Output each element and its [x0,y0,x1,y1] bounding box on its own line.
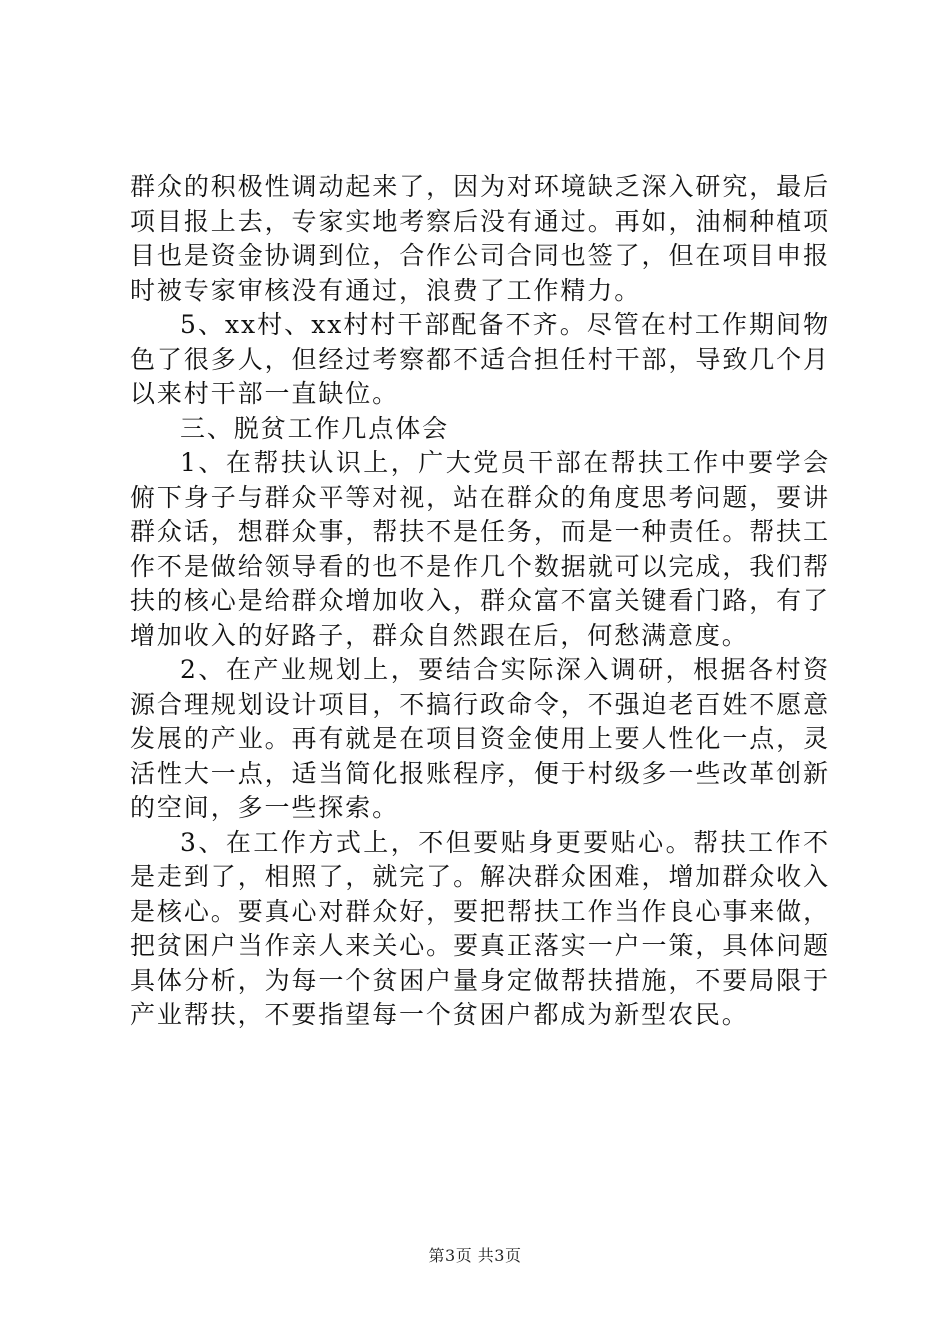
paragraph-continuation: 群众的积极性调动起来了，因为对环境缺乏深入研究，最后项目报上去，专家实地考察后没有通过。再如，油桐种植项目也是资金协调到位，合作公司合同也签了，但在项目申报时被专家审核没有通过，浪费了工作精力。 [130,172,830,305]
paragraph-point-3: 3、在工作方式上，不但要贴身更要贴心。帮扶工作不是走到了，相照了，就完了。解决群众困难，增加群众收入是核心。要真心对群众好，要把帮扶工作当作良心事来做，把贫困户当作亲人来关心。要真正落实一户一策，具体问题具体分析，为每一个贫困户量身定做帮扶措施，不要局限于产业帮扶，不要指望每一个贫困户都成为新型农民。 [130,827,830,1029]
document-body [130,170,830,1033]
paragraph-point-1: 1、在帮扶认识上，广大党员干部在帮扶工作中要学会俯下身子与群众平等对视，站在群众的角度思考问题，要讲群众话，想群众事，帮扶不是任务，而是一种责任。帮扶工作不是做给领导看的也不是作几个数据就可以完成，我们帮扶的核心是给群众增加收入，群众富不富关键看门路，有了增加收入的好路子，群众自然跟在后，何愁满意度。 [130,448,830,650]
paragraph-item-5: 5、xx村、xx村村干部配备不齐。尽管在村工作期间物色了很多人，但经过考察都不适合担任村干部，导致几个月以来村干部一直缺位。 [130,310,830,408]
section-heading-3: 三、脱贫工作几点体会 [180,413,450,443]
page-number-footer: 第3页 共3页 [428,1246,522,1265]
paragraph-point-2: 2、在产业规划上，要结合实际深入调研，根据各村资源合理规划设计项目，不搞行政命令，不强迫老百姓不愿意发展的产业。再有就是在项目资金使用上要人性化一点，灵活性大一点，适当简化报账程序，便于村级多一些改革创新的空间，多一些探索。 [130,655,830,822]
